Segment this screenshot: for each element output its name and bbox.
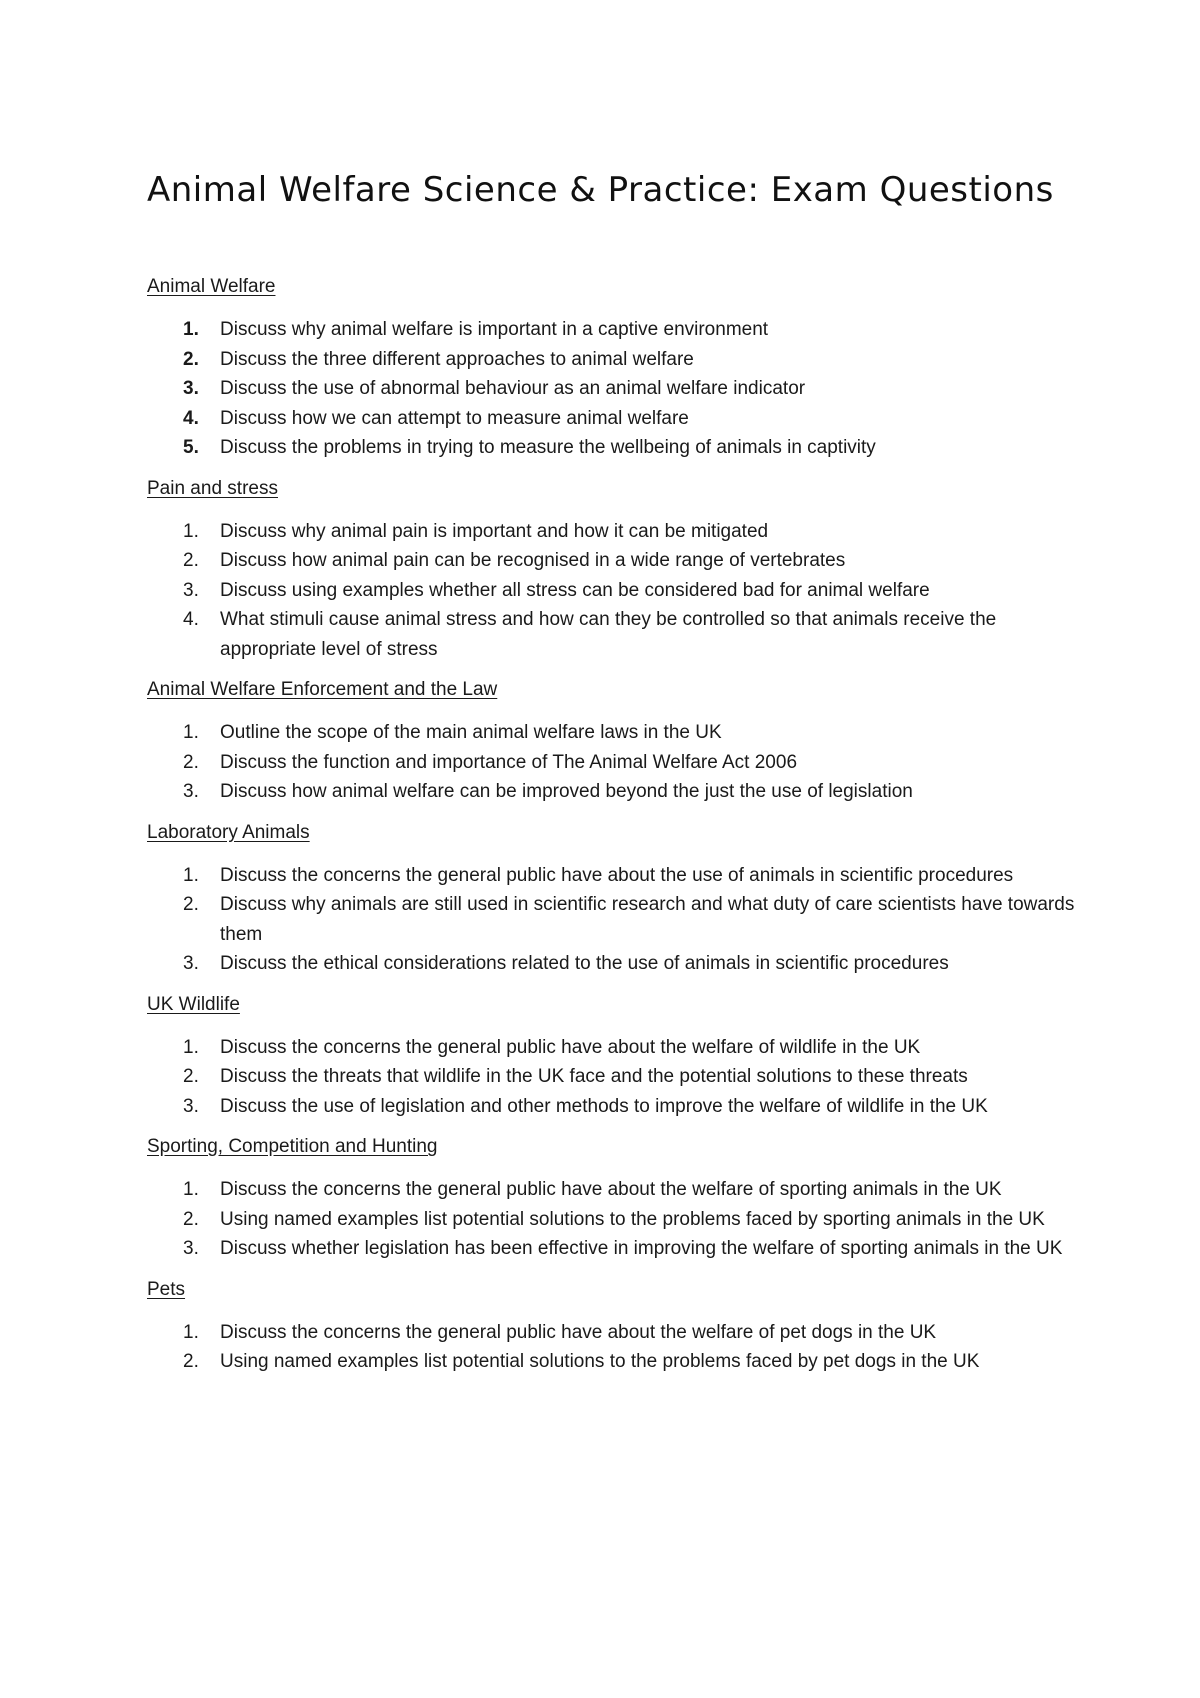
question-item [147,1234,1077,1264]
section-heading: Sporting, Competition and Hunting [147,1136,438,1157]
question-item [147,748,1077,778]
section-heading: Animal Welfare [147,276,276,297]
question-number: 4. [183,407,199,429]
document-body [147,168,1077,1390]
section [147,1134,1077,1264]
question-text: Discuss how animal welfare can be improved beyond the just the use of legislation [220,781,913,802]
question-item [147,345,1077,375]
question-number: 1. [183,520,199,542]
question-number: 3. [183,1238,199,1259]
section [147,820,1077,979]
question-item [147,890,1077,949]
question-item [147,605,1077,664]
question-text: Discuss the threats that wildlife in the UK face and the potential solutions to these threats [220,1066,968,1087]
question-text: Discuss why animals are still used in scientific research and what duty of care scientists have towards them [220,894,1075,945]
question-number: 2. [183,348,199,370]
question-item [147,576,1077,606]
section [147,992,1077,1122]
question-text: Outline the scope of the main animal welfare laws in the UK [220,722,722,743]
question-number: 1. [183,1179,199,1200]
question-item [147,374,1077,404]
question-text: Discuss the use of abnormal behaviour as an animal welfare indicator [220,378,806,399]
section-heading: UK Wildlife [147,993,240,1015]
question-text: Discuss the three different approaches to animal welfare [220,348,694,370]
question-text: Discuss the function and importance of The Animal Welfare Act 2006 [220,751,798,773]
section [147,1277,1077,1377]
question-text: What stimuli cause animal stress and how can they be controlled so that animals receive the appropriate level of stress [220,609,997,660]
question-item [147,1033,1077,1063]
document-title: Animal Welfare Science & Practice: Exam Questions [147,170,1054,210]
question-text: Discuss how we can attempt to measure animal welfare [220,407,689,429]
section-heading: Pets [147,1278,186,1300]
question-number: 3. [183,781,199,802]
question-item [147,861,1077,891]
question-item [147,433,1077,463]
question-text: Using named examples list potential solutions to the problems faced by sporting animals in the UK [220,1208,1045,1230]
section-heading: Laboratory Animals [147,821,310,843]
question-number: 1. [183,864,199,886]
question-number: 3. [183,579,199,601]
question-text: Discuss the concerns the general public have about the welfare of wildlife in the UK [220,1036,921,1058]
question-item [147,315,1077,345]
question-text: Discuss why animal pain is important and how it can be mitigated [220,520,769,542]
question-number: 2. [183,894,199,915]
question-list [147,517,1077,665]
question-item [147,777,1077,807]
question-number: 2. [183,1066,199,1087]
question-text: Discuss using examples whether all stress can be considered bad for animal welfare [220,579,930,601]
question-text: Discuss the concerns the general public have about the welfare of pet dogs in the UK [220,1321,937,1343]
question-number: 3. [183,953,199,974]
question-text: Discuss the concerns the general public have about the use of animals in scientific procedures [220,864,1014,886]
question-text: Discuss the ethical considerations related to the use of animals in scientific procedures [220,953,949,974]
question-number: 4. [183,609,199,630]
question-item [147,718,1077,748]
section [147,274,1077,463]
question-number: 2. [183,751,199,773]
section [147,476,1077,665]
question-text: Using named examples list potential solutions to the problems faced by pet dogs in the UK [220,1351,980,1372]
question-number: 1. [183,319,199,340]
section-heading: Pain and stress [147,477,278,499]
question-item [147,1347,1077,1377]
question-item [147,404,1077,434]
question-text: Discuss why animal welfare is important in a captive environment [220,319,769,340]
question-item [147,1092,1077,1122]
question-list [147,1318,1077,1377]
question-item [147,1205,1077,1235]
question-text: Discuss the use of legislation and other methods to improve the welfare of wildlife in the UK [220,1095,988,1117]
section-heading: Animal Welfare Enforcement and the Law [147,679,498,700]
question-list [147,1175,1077,1264]
question-item [147,1318,1077,1348]
question-list [147,718,1077,807]
question-item [147,517,1077,547]
question-list [147,861,1077,979]
question-item [147,1175,1077,1205]
question-number: 3. [183,1095,199,1117]
question-list [147,315,1077,463]
question-text: Discuss how animal pain can be recognised in a wide range of vertebrates [220,550,846,571]
question-text: Discuss whether legislation has been effective in improving the welfare of sporting animals in the UK [220,1238,1063,1259]
question-number: 5. [183,437,199,458]
sections-container [147,274,1077,1377]
question-number: 2. [183,550,199,571]
question-list [147,1033,1077,1122]
question-number: 1. [183,722,199,743]
question-item [147,949,1077,979]
question-item [147,1062,1077,1092]
question-text: Discuss the concerns the general public have about the welfare of sporting animals in the UK [220,1179,1002,1200]
question-number: 1. [183,1321,199,1343]
question-number: 1. [183,1036,199,1058]
section [147,677,1077,807]
question-item [147,546,1077,576]
question-number: 2. [183,1208,199,1230]
question-number: 3. [183,378,199,399]
question-text: Discuss the problems in trying to measure the wellbeing of animals in captivity [220,437,876,458]
question-number: 2. [183,1351,199,1372]
